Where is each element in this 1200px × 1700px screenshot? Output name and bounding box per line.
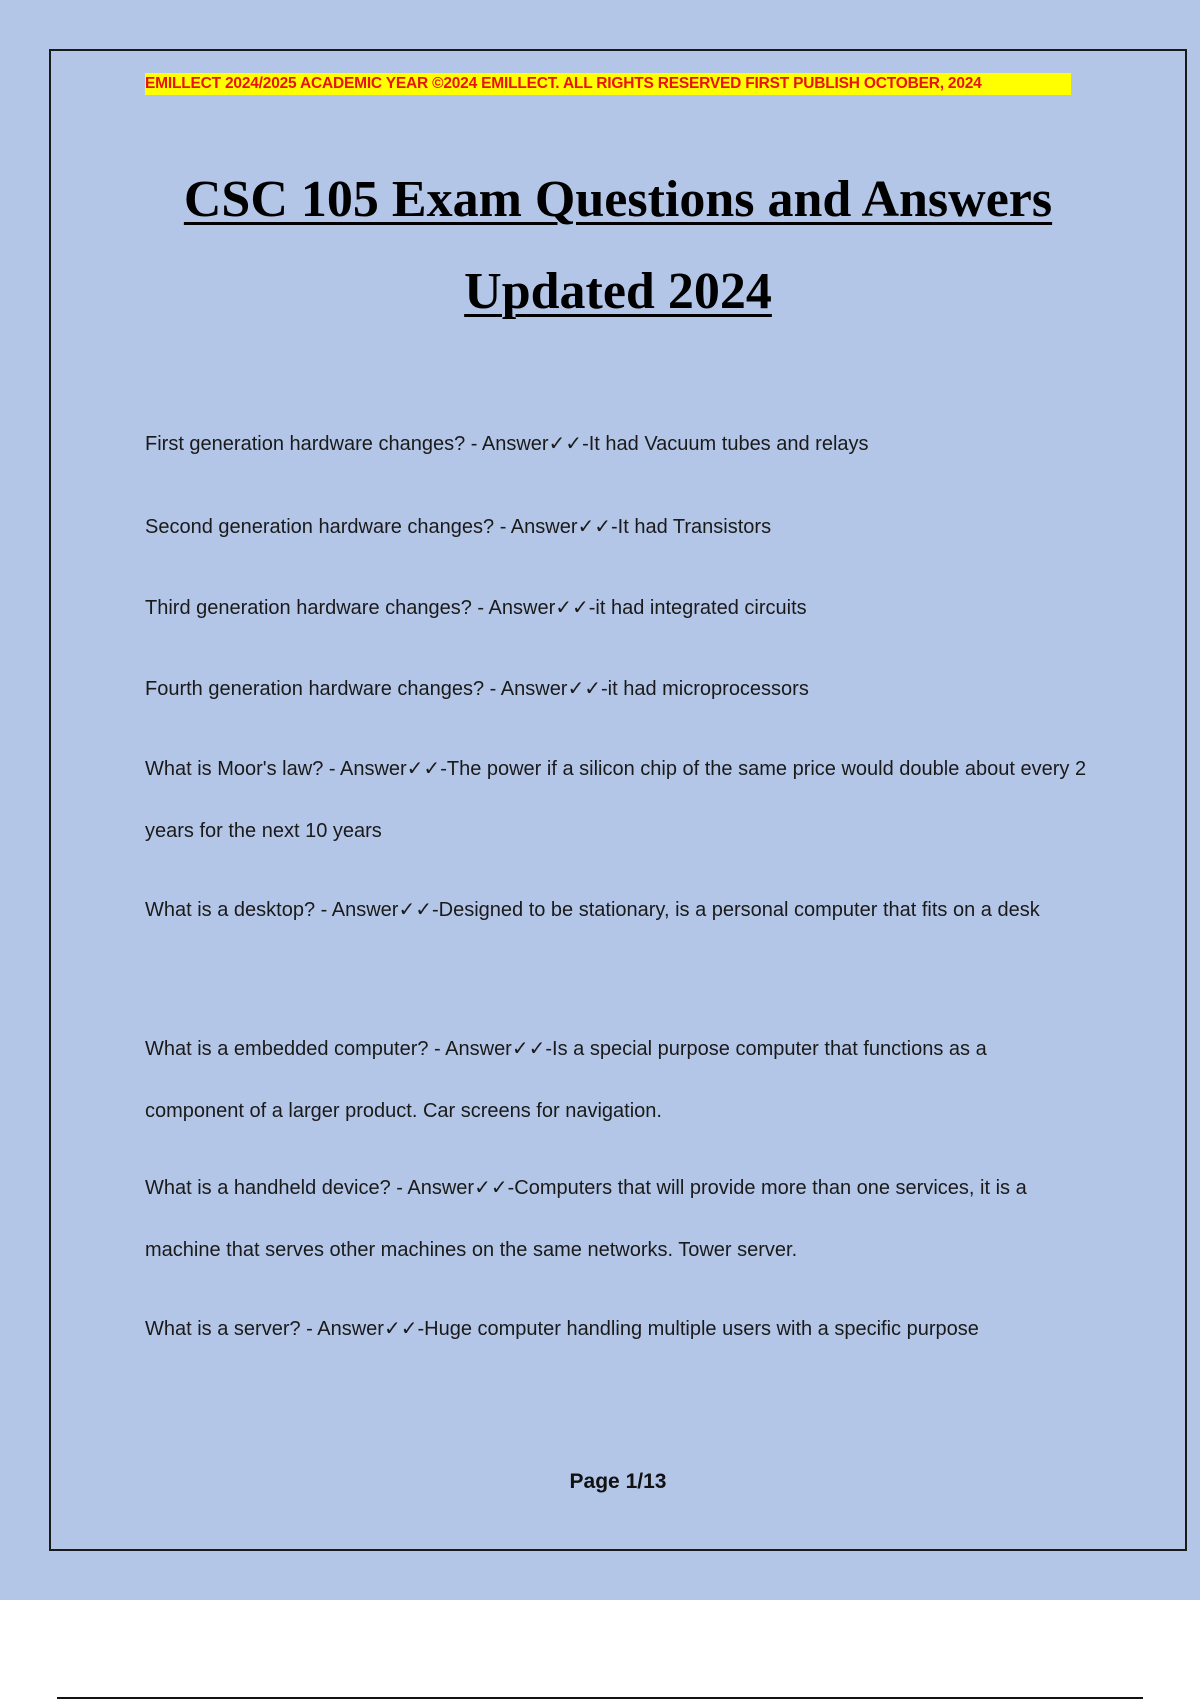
question-text: What is a handheld device? - Answer [145, 1177, 475, 1199]
question-text: What is a server? - Answer [145, 1318, 384, 1340]
answer-text: -it had microprocessors [601, 678, 809, 700]
check-icon: ✓✓ [406, 756, 441, 780]
document-title-line-2: Updated 2024 [464, 263, 772, 320]
check-icon: ✓✓ [511, 1036, 546, 1060]
question-text: Second generation hardware changes? - Answer [145, 516, 578, 538]
check-icon: ✓✓ [577, 514, 612, 538]
check-icon: ✓✓ [383, 1316, 418, 1340]
check-icon: ✓✓ [474, 1175, 508, 1199]
question-text: First generation hardware changes? - Answer [145, 433, 549, 455]
qa-item [145, 412, 1090, 475]
question-text: Fourth generation hardware changes? - Answer [145, 678, 568, 700]
answer-text: -it had integrated circuits [588, 597, 807, 619]
question-text: What is a embedded computer? - Answer [145, 1038, 512, 1060]
qa-item [145, 657, 1090, 720]
answer-text: -Computers that will provide more than one services, it is a machine that serves other machines on the same networks. Tower server. [145, 1177, 1027, 1261]
answer-text: -The power if a silicon chip of the same price would double about every 2 years for the next 10 years [145, 758, 1087, 842]
answer-text: -Designed to be stationary, is a personal computer that fits on a desk [431, 899, 1040, 921]
check-icon: ✓✓ [398, 897, 432, 921]
question-text: What is a desktop? - Answer [145, 899, 399, 921]
next-page-divider [57, 1697, 1143, 1699]
answer-text: -It had Transistors [611, 516, 772, 538]
qa-item [145, 737, 1090, 862]
answer-text: -Huge computer handling multiple users with a specific purpose [417, 1318, 979, 1340]
qa-item [145, 576, 1090, 639]
question-text: What is Moor's law? - Answer [145, 758, 407, 780]
question-text: Third generation hardware changes? - Answer [145, 597, 556, 619]
check-icon: ✓✓ [555, 595, 589, 619]
qa-item [145, 495, 1090, 558]
check-icon: ✓✓ [548, 431, 583, 455]
answer-text: -It had Vacuum tubes and relays [582, 433, 869, 455]
qa-item [145, 1017, 1090, 1142]
answer-text: -Is a special purpose computer that functions as a component of a larger product. Car screens for navigation. [145, 1038, 987, 1122]
page-number: Page 1/13 [569, 1470, 667, 1493]
document-title-line-1: CSC 105 Exam Questions and Answers [183, 171, 1053, 228]
check-icon: ✓✓ [567, 676, 601, 700]
qa-item [145, 1156, 1090, 1281]
qa-item [145, 878, 1090, 941]
copyright-banner: EMILLECT 2024/2025 ACADEMIC YEAR ©2024 EMILLECT. ALL RIGHTS RESERVED FIRST PUBLISH OCTOBER, 2024 [145, 73, 1071, 95]
qa-item [145, 1297, 1090, 1360]
